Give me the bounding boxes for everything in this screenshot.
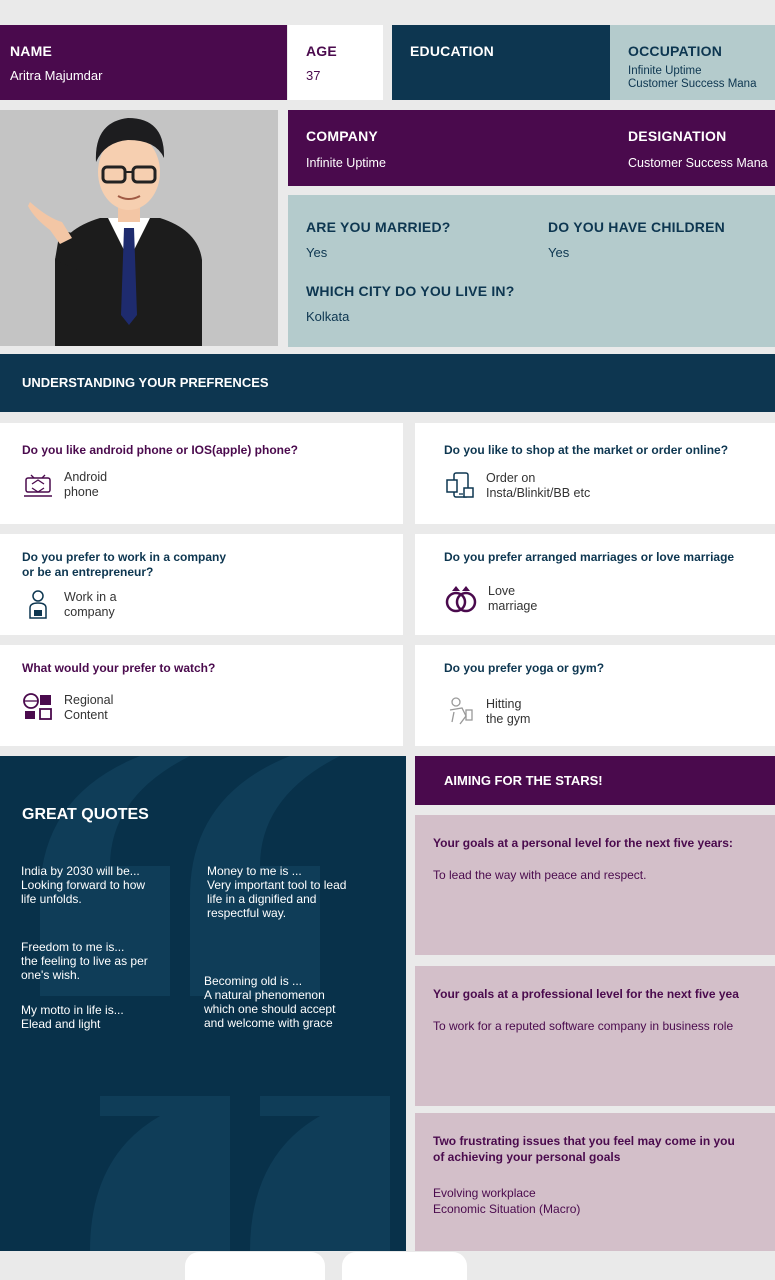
- pref-answer-line2: company: [64, 605, 115, 619]
- pref-answer-line1: Work in a: [64, 590, 117, 604]
- quote-text: Looking forward to how: [21, 878, 146, 892]
- pref-answer-line1: Android: [64, 470, 108, 484]
- occupation-card: [610, 25, 775, 100]
- goal-question-line2: of achieving your personal goals: [433, 1150, 621, 1164]
- married-value: Yes: [306, 245, 328, 260]
- footer-shape: [342, 1252, 467, 1280]
- goal-answer-line2: Economic Situation (Macro): [433, 1202, 581, 1216]
- pref-answer-line2: marriage: [488, 599, 538, 613]
- children-value: Yes: [548, 245, 570, 260]
- pref-card-shopping: [415, 423, 775, 524]
- pref-card-work: [0, 534, 403, 635]
- online-order-icon: [444, 470, 476, 502]
- city-label: WHICH CITY DO YOU LIVE IN?: [306, 283, 515, 299]
- pref-answer-line1: Order on: [486, 471, 536, 485]
- goal-card-issues: [415, 1113, 775, 1251]
- quote-text: Becoming old is ...: [204, 974, 303, 988]
- pref-answer-line2: Insta/Blinkit/BB etc: [486, 486, 591, 500]
- android-phone-icon: [22, 470, 54, 500]
- occupation-label: OCCUPATION: [628, 43, 723, 59]
- quote-text: Very important tool to lead: [207, 878, 347, 892]
- name-value: Aritra Majumdar: [10, 68, 103, 83]
- avatar-illustration-icon: [0, 110, 278, 346]
- education-card: [392, 25, 610, 100]
- age-label: AGE: [306, 43, 337, 59]
- pref-card-phone: [0, 423, 403, 524]
- quote-text: My motto in life is...: [21, 1003, 124, 1017]
- family-card: [288, 195, 775, 347]
- quote-text: life in a dignified and: [207, 892, 317, 906]
- pref-question-line1: Do you prefer to work in a company: [22, 550, 227, 564]
- pref-answer-line1: Love: [488, 584, 516, 598]
- avatar: [0, 110, 278, 346]
- age-card: [288, 25, 383, 100]
- pref-card-marriage: [415, 534, 775, 635]
- preferences-header: [0, 354, 775, 412]
- goal-question: Your goals at a professional level for the next five yea: [433, 987, 739, 1001]
- quote-text: one's wish.: [21, 968, 80, 982]
- occupation-line2: Customer Success Mana: [628, 78, 757, 90]
- goal-answer-line1: Evolving workplace: [433, 1186, 536, 1200]
- designation-value: Customer Success Mana: [628, 156, 768, 170]
- pref-question: Do you prefer arranged marriages or love marriage: [444, 550, 735, 564]
- quote-text: Money to me is ...: [207, 864, 302, 878]
- pref-answer-line1: Regional: [64, 693, 114, 707]
- goal-answer: To work for a reputed software company in business role: [433, 1019, 734, 1033]
- quote-text: which one should accept: [204, 1002, 336, 1016]
- quote-text: Elead and light: [21, 1017, 101, 1031]
- pref-question: Do you like android phone or IOS(apple) phone?: [22, 443, 299, 457]
- pref-card-fitness: [415, 645, 775, 746]
- age-value: 37: [306, 68, 321, 83]
- pref-question-line2: or be an entrepreneur?: [22, 565, 154, 579]
- children-label: DO YOU HAVE CHILDREN: [548, 219, 725, 235]
- footer-shape: [185, 1252, 325, 1280]
- goal-question-line1: Two frustrating issues that you feel may come in you: [433, 1134, 735, 1148]
- goal-card-professional: [415, 966, 775, 1106]
- education-label: EDUCATION: [410, 43, 494, 59]
- city-value: Kolkata: [306, 309, 350, 324]
- quotes-panel: [0, 756, 406, 1251]
- employee-icon: [22, 588, 54, 622]
- quote-text: the feeling to live as per: [21, 954, 148, 968]
- quote-text: A natural phenomenon: [204, 988, 325, 1002]
- company-card: [288, 110, 775, 186]
- gym-icon: [444, 696, 476, 728]
- preferences-title: UNDERSTANDING YOUR PREFRENCES: [22, 375, 269, 390]
- goals-header: [415, 756, 775, 805]
- pref-question: Do you like to shop at the market or order online?: [444, 443, 729, 457]
- goals-title: AIMING FOR THE STARS!: [444, 773, 603, 788]
- rings-icon: [444, 583, 478, 615]
- pref-answer-line1: Hitting: [486, 697, 522, 711]
- pref-card-watch: [0, 645, 403, 746]
- goal-question: Your goals at a personal level for the next five years:: [433, 836, 733, 850]
- name-label: NAME: [10, 43, 53, 59]
- quote-text: Freedom to me is...: [21, 940, 125, 954]
- quotes-title: GREAT QUOTES: [22, 806, 149, 823]
- quote-text: respectful way.: [207, 906, 287, 920]
- name-card: [0, 25, 287, 100]
- pref-question: What would your prefer to watch?: [22, 661, 216, 675]
- company-label: COMPANY: [306, 128, 378, 144]
- designation-label: DESIGNATION: [628, 128, 727, 144]
- company-value: Infinite Uptime: [306, 156, 386, 170]
- quote-text: life unfolds.: [21, 892, 82, 906]
- married-label: ARE YOU MARRIED?: [306, 219, 451, 235]
- pref-answer-line2: the gym: [486, 712, 531, 726]
- pref-question: Do you prefer yoga or gym?: [444, 661, 605, 675]
- goal-card-personal: [415, 815, 775, 955]
- goal-answer: To lead the way with peace and respect.: [433, 868, 647, 882]
- quote-text: and welcome with grace: [204, 1016, 333, 1030]
- quote-text: India by 2030 will be...: [21, 864, 140, 878]
- pref-answer-line2: Content: [64, 708, 108, 722]
- pref-answer-line2: phone: [64, 485, 99, 499]
- occupation-line1: Infinite Uptime: [628, 65, 702, 77]
- regional-content-icon: [22, 692, 54, 724]
